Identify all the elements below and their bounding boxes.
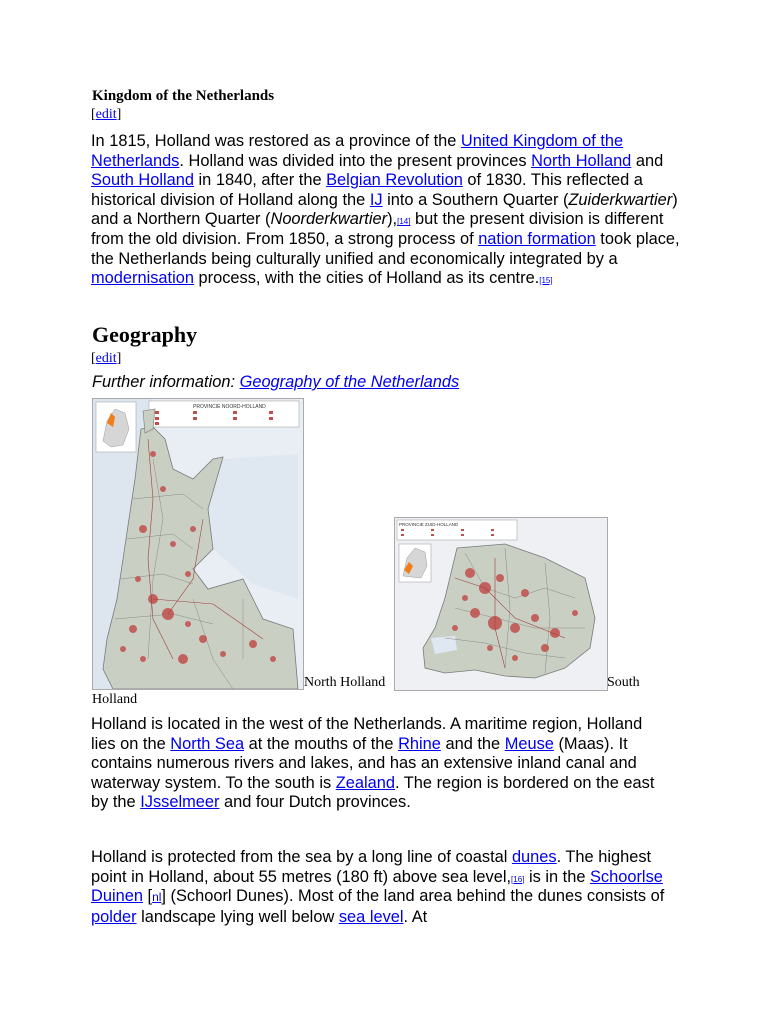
further-information: Further information: Geography of the Netherlands [92, 373, 460, 391]
link-modernisation[interactable]: modernisation [91, 269, 194, 288]
north-holland-map-graphic [93, 399, 303, 689]
link-dunes[interactable]: dunes [511, 848, 557, 866]
link-geography-netherlands[interactable]: Geography of the Netherlands [239, 373, 460, 391]
link-north-sea[interactable]: North Sea [170, 734, 245, 753]
reference-15[interactable]: [15] [539, 276, 553, 286]
caption-south: South [607, 675, 640, 690]
reference-16[interactable]: [16] [511, 874, 525, 884]
link-belgian-revolution[interactable]: Belgian Revolution [326, 171, 463, 190]
map-title: PROVINCIE NOORD-HOLLAND [193, 404, 266, 410]
south-holland-map[interactable] [394, 517, 608, 691]
link-schoorlse-duinen[interactable]: Schoorlse Duinen [91, 867, 663, 906]
edit-link-container: [edit] [91, 107, 122, 122]
south-holland-map-graphic [395, 518, 607, 690]
north-holland-map[interactable] [92, 398, 304, 690]
edit-link[interactable]: edit [95, 107, 117, 122]
link-ij[interactable]: IJ [369, 190, 383, 209]
edit-link-container: [edit] [91, 351, 122, 366]
link-nation-formation[interactable]: nation formation [478, 229, 596, 248]
link-united-kingdom-netherlands[interactable]: United Kingdom of the Netherlands [91, 132, 624, 170]
link-meuse[interactable]: Meuse [504, 734, 554, 753]
link-zealand[interactable]: Zealand [335, 773, 395, 792]
paragraph-location: Holland is located in the west of the Netherlands. A maritime region, Holland lies on the North Sea at the mouths of the Rhine and the Meuse (Maas). It contains numerous rivers and lakes, and has an extensive inland canal and waterway system. To the south is Zealand. The region is bordered on the east by the IJsselmeer and four Dutch provinces. [91, 715, 655, 812]
link-ijsselmeer[interactable]: IJsselmeer [140, 793, 220, 812]
section-heading-kingdom: Kingdom of the Netherlands [92, 88, 275, 104]
link-sea-level[interactable]: sea level [338, 907, 404, 926]
link-north-holland[interactable]: North Holland [531, 151, 632, 170]
edit-link[interactable]: edit [95, 351, 117, 366]
paragraph-kingdom: In 1815, Holland was restored as a province of the United Kingdom of the Netherlands. Holland was divided into the present provinces North Holland and South Holland in 1840, after the Belgian Revolution of 1830. This reflected a historical division of Holland along the IJ into a Southern Quarter (Zuiderkwartier) and a Northern Quarter (Noorderkwartier),[14] but the present division is different from the old division. From 1850, a strong process of nation formation took place, the Netherlands being culturally unified and economically integrated by a modernisation process, with the cities of Holland as its centre.[15] [91, 132, 680, 288]
link-nl[interactable]: nl [152, 890, 162, 905]
link-polder[interactable]: polder [91, 907, 137, 926]
reference-14[interactable]: [14] [397, 217, 411, 227]
map-title: PROVINCIE ZUID-HOLLAND [399, 522, 459, 527]
caption-holland: Holland [92, 692, 138, 707]
link-rhine[interactable]: Rhine [398, 734, 441, 753]
section-heading-geography: Geography [92, 322, 198, 347]
link-south-holland[interactable]: South Holland [91, 171, 194, 190]
paragraph-dunes: Holland is protected from the sea by a long line of coastal dunes. The highest point in Holland, about 55 metres (180 ft) above sea level,[16] is in the Schoorlse Duinen [nl] (Schoorl Dunes). Most of the land area behind the dunes consists of polder landscape lying well below sea level. At [91, 848, 665, 926]
caption-north-holland: North Holland [304, 675, 386, 690]
